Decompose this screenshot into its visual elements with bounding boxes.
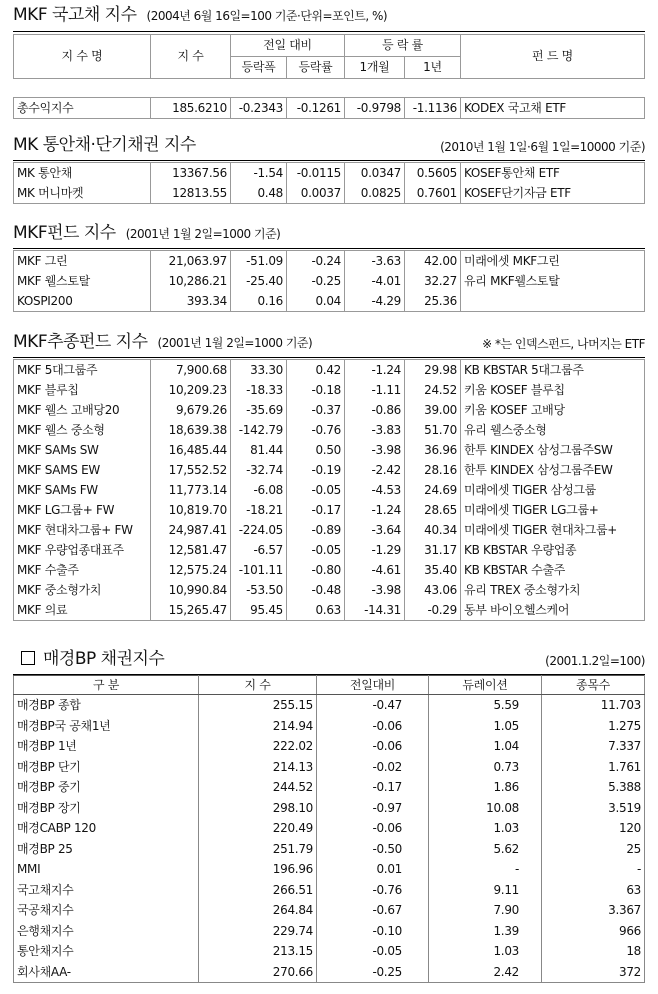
row-fund: 유리 TREX 중소형가치 [461,580,645,600]
row-change-rate: -0.05 [287,480,345,500]
row-index: 185.6210 [151,98,231,119]
row-duration: 1.04 [429,736,542,757]
row-prev-day: -0.67 [317,900,429,921]
row-fund: 동부 바이오헬스케어 [461,600,645,621]
row-1m: 0.0347 [345,163,405,184]
note-text: ※ *는 인덱스펀드, 나머지는 ETF [482,337,645,351]
subtitle-text: (2001년 1월 2일=1000 기준) [125,227,281,241]
header-change-rate: 등락률 [287,57,345,79]
row-change: -224.05 [231,520,287,540]
row-1m: -4.01 [345,271,405,291]
table-row [14,560,645,580]
table-row [14,163,645,184]
table-row [14,757,645,778]
row-change-rate: -0.05 [287,540,345,560]
row-index: 11,773.14 [151,480,231,500]
section-bp [13,648,645,979]
table-row [14,600,645,621]
table-row [14,440,645,460]
row-category: 매경CABP 120 [14,818,199,839]
row-index: 214.13 [199,757,317,778]
row-index: 229.74 [199,921,317,942]
title-rule [13,160,645,161]
row-1m: -14.31 [345,600,405,621]
row-name: MKF 블루칩 [14,380,151,400]
table-row [14,420,645,440]
table-row [14,900,645,921]
chujong-table [13,359,645,621]
row-name: MKF 웰스토탈 [14,271,151,291]
row-fund: KB KBSTAR 우량업종 [461,540,645,560]
table-row [14,716,645,737]
row-index: 15,265.47 [151,600,231,621]
row-duration: 1.03 [429,818,542,839]
row-prev-day: -0.10 [317,921,429,942]
row-count: 5.388 [542,777,645,798]
row-index: 24,987.41 [151,520,231,540]
row-prev-day: -0.06 [317,716,429,737]
row-change: -6.08 [231,480,287,500]
row-1y: -0.29 [405,600,461,621]
row-index: 196.96 [199,859,317,880]
title-text: MKF 국고채 지수 [13,5,137,25]
row-index: 16,485.44 [151,440,231,460]
row-change: -53.50 [231,580,287,600]
row-1m: -3.64 [345,520,405,540]
row-fund: KOSEF단기자금 ETF [461,183,645,204]
title-text: 매경BP 채권지수 [43,649,165,669]
row-category: 회사채AA- [14,962,199,983]
row-1y: 43.06 [405,580,461,600]
row-category: 국공채지수 [14,900,199,921]
row-name: MKF 의료 [14,600,151,621]
row-category: MMI [14,859,199,880]
row-1y: 51.70 [405,420,461,440]
section-title [13,331,645,354]
row-change-rate: -0.76 [287,420,345,440]
row-fund [461,291,645,312]
table-row [14,880,645,901]
table-row [14,400,645,420]
table-row [14,291,645,312]
row-1m: -3.63 [345,251,405,272]
row-prev-day: -0.06 [317,818,429,839]
row-1y: 40.34 [405,520,461,540]
header-change: 등락폭 [231,57,287,79]
row-index: 270.66 [199,962,317,983]
section-title [13,222,645,245]
row-index: 298.10 [199,798,317,819]
note-text: (2010년 1월 1일·6월 1일=10000 기준) [440,140,645,154]
subtitle-text: (2004년 6월 16일=100 기준·단위=포인트, %) [146,9,388,23]
row-name: MKF 수출주 [14,560,151,580]
row-change: -35.69 [231,400,287,420]
section-tongan [13,134,645,200]
row-count: 11.703 [542,695,645,716]
row-1m: -1.11 [345,380,405,400]
table-row [14,921,645,942]
row-duration: 9.11 [429,880,542,901]
row-index: 255.15 [199,695,317,716]
kukgochae-table [13,34,645,79]
row-1y: 31.17 [405,540,461,560]
row-index: 12813.55 [151,183,231,204]
row-fund: 한투 KINDEX 삼성그룹주EW [461,460,645,480]
header-duration: 듀레이션 [429,676,542,695]
row-1m: -4.53 [345,480,405,500]
table-row [14,251,645,272]
bp-table [13,675,645,983]
row-index: 9,679.26 [151,400,231,420]
table-row [14,798,645,819]
table-row [14,839,645,860]
row-name: MKF 웰스 고배당20 [14,400,151,420]
table-row [14,695,645,716]
table-row [14,460,645,480]
row-duration: 5.59 [429,695,542,716]
row-1y: 24.69 [405,480,461,500]
header-prev-day: 전일 대비 [231,35,345,57]
table-row [14,777,645,798]
row-name: MKF SAMs SW [14,440,151,460]
row-change-rate: -0.25 [287,271,345,291]
row-name: MKF 웰스 중소형 [14,420,151,440]
row-count: 372 [542,962,645,983]
row-1m: -3.98 [345,580,405,600]
row-duration: - [429,859,542,880]
row-change-rate: -0.89 [287,520,345,540]
row-name: MKF SAMS EW [14,460,151,480]
row-fund: 미래에셋 TIGER LG그룹+ [461,500,645,520]
header-name: 지 수 명 [14,35,151,79]
section-fund [13,222,645,308]
row-duration: 1.86 [429,777,542,798]
row-index: 220.49 [199,818,317,839]
row-1m: -0.86 [345,400,405,420]
table-row [14,818,645,839]
row-index: 10,286.21 [151,271,231,291]
row-change: -51.09 [231,251,287,272]
row-1y: 28.16 [405,460,461,480]
row-count: 3.519 [542,798,645,819]
header-index: 지 수 [199,676,317,695]
row-name: MKF 중소형가치 [14,580,151,600]
table-row [14,520,645,540]
row-count: 3.367 [542,900,645,921]
table-row [14,500,645,520]
row-fund: KB KBSTAR 5대그룹주 [461,360,645,381]
row-1m: 0.0825 [345,183,405,204]
header-row [14,35,645,57]
row-category: 매경BP 1년 [14,736,199,757]
kukgochae-data-table [13,97,645,119]
row-count: 18 [542,941,645,962]
row-prev-day: -0.50 [317,839,429,860]
row-index: 222.02 [199,736,317,757]
row-name: KOSPI200 [14,291,151,312]
row-category: 은행채지수 [14,921,199,942]
header-fund: 펀 드 명 [461,35,645,79]
title-text: MKF펀드 지수 [13,223,116,243]
row-name: MK 통안채 [14,163,151,184]
row-change: -1.54 [231,163,287,184]
row-change: -25.40 [231,271,287,291]
row-category: 매경BP국 공채1년 [14,716,199,737]
table-row [14,98,645,119]
row-1m: -4.61 [345,560,405,580]
row-1y: 25.36 [405,291,461,312]
table-row [14,962,645,983]
table-row [14,540,645,560]
row-count: 25 [542,839,645,860]
table-row [14,183,645,204]
row-change-rate: -0.37 [287,400,345,420]
header-count: 종목수 [542,676,645,695]
row-change-rate: 0.50 [287,440,345,460]
row-index: 214.94 [199,716,317,737]
table-row [14,941,645,962]
row-prev-day: -0.97 [317,798,429,819]
row-prev-day: -0.76 [317,880,429,901]
row-1y: 0.7601 [405,183,461,204]
row-change: -32.74 [231,460,287,480]
row-change: -18.21 [231,500,287,520]
header-category: 구 분 [14,676,199,695]
checkbox-square-icon [21,651,35,665]
row-1m: -1.24 [345,360,405,381]
row-change-rate: -0.1261 [287,98,345,119]
row-category: 국고채지수 [14,880,199,901]
row-count: 63 [542,880,645,901]
row-index: 12,581.47 [151,540,231,560]
row-1m: -4.29 [345,291,405,312]
row-change-rate: 0.42 [287,360,345,381]
row-change: 33.30 [231,360,287,381]
row-index: 12,575.24 [151,560,231,580]
row-change-rate: 0.63 [287,600,345,621]
row-change: -18.33 [231,380,287,400]
row-1y: -1.1136 [405,98,461,119]
section-title [13,648,645,670]
row-index: 244.52 [199,777,317,798]
row-1y: 28.65 [405,500,461,520]
row-index: 10,209.23 [151,380,231,400]
row-category: 매경BP 단기 [14,757,199,778]
row-1y: 39.00 [405,400,461,420]
row-prev-day: -0.25 [317,962,429,983]
row-index: 213.15 [199,941,317,962]
row-duration: 0.73 [429,757,542,778]
row-change-rate: -0.17 [287,500,345,520]
row-prev-day: -0.06 [317,736,429,757]
row-duration: 1.05 [429,716,542,737]
row-name: 총수익지수 [14,98,151,119]
row-fund: 유리 웰스중소형 [461,420,645,440]
row-change: -142.79 [231,420,287,440]
table-row [14,736,645,757]
row-fund: 유리 MKF웰스토탈 [461,271,645,291]
row-change-rate: -0.19 [287,460,345,480]
header-1y: 1년 [405,57,461,79]
row-index: 18,639.38 [151,420,231,440]
row-change-rate: -0.48 [287,580,345,600]
section-chujong [13,331,645,617]
row-fund: 키움 KOSEF 블루칩 [461,380,645,400]
row-category: 매경BP 종합 [14,695,199,716]
section-kukgochae [13,4,645,115]
row-fund: 미래에셋 MKF그린 [461,251,645,272]
row-count: 966 [542,921,645,942]
row-1y: 36.96 [405,440,461,460]
row-name: MKF LG그룹+ FW [14,500,151,520]
row-fund: KODEX 국고채 ETF [461,98,645,119]
row-change-rate: 0.04 [287,291,345,312]
table-row [14,480,645,500]
row-1m: -3.98 [345,440,405,460]
row-category: 매경BP 25 [14,839,199,860]
row-fund: KOSEF통안채 ETF [461,163,645,184]
title-rule [13,357,645,358]
row-count: 7.337 [542,736,645,757]
row-change: -0.2343 [231,98,287,119]
row-duration: 7.90 [429,900,542,921]
row-prev-day: -0.17 [317,777,429,798]
subtitle-text: (2001년 1월 2일=1000 기준) [157,336,313,350]
header-index: 지 수 [151,35,231,79]
row-1y: 29.98 [405,360,461,381]
row-change: 95.45 [231,600,287,621]
header-prev-day: 전일대비 [317,676,429,695]
row-prev-day: 0.01 [317,859,429,880]
row-category: 통안채지수 [14,941,199,962]
row-1m: -3.83 [345,420,405,440]
row-change-rate: -0.80 [287,560,345,580]
row-duration: 10.08 [429,798,542,819]
row-count: 1.761 [542,757,645,778]
row-1y: 32.27 [405,271,461,291]
fund-table [13,250,645,312]
row-change: 81.44 [231,440,287,460]
table-row [14,360,645,381]
note-text: (2001.1.2일=100) [545,654,645,668]
row-prev-day: -0.05 [317,941,429,962]
row-index: 393.34 [151,291,231,312]
header-rate: 등 락 률 [345,35,461,57]
row-change-rate: 0.0037 [287,183,345,204]
row-change: 0.16 [231,291,287,312]
row-1m: -1.29 [345,540,405,560]
row-name: MKF 그린 [14,251,151,272]
row-change-rate: -0.18 [287,380,345,400]
row-fund: 미래에셋 TIGER 현대차그룹+ [461,520,645,540]
row-name: MKF 현대차그룹+ FW [14,520,151,540]
row-count: 1.275 [542,716,645,737]
row-index: 251.79 [199,839,317,860]
row-1m: -0.9798 [345,98,405,119]
title-rule [13,248,645,249]
row-fund: 키움 KOSEF 고배당 [461,400,645,420]
row-count: 120 [542,818,645,839]
row-count: - [542,859,645,880]
row-change: -6.57 [231,540,287,560]
row-change-rate: -0.0115 [287,163,345,184]
row-duration: 5.62 [429,839,542,860]
tongan-table [13,162,645,204]
row-fund: 미래에셋 TIGER 삼성그룹 [461,480,645,500]
row-index: 266.51 [199,880,317,901]
row-change: 0.48 [231,183,287,204]
row-name: MKF SAMs FW [14,480,151,500]
row-fund: KB KBSTAR 수출주 [461,560,645,580]
row-category: 매경BP 중기 [14,777,199,798]
row-1y: 35.40 [405,560,461,580]
row-index: 10,990.84 [151,580,231,600]
row-change: -101.11 [231,560,287,580]
row-index: 17,552.52 [151,460,231,480]
header-row [14,676,645,695]
row-index: 7,900.68 [151,360,231,381]
row-name: MKF 5대그룹주 [14,360,151,381]
row-index: 264.84 [199,900,317,921]
row-1y: 0.5605 [405,163,461,184]
table-row [14,859,645,880]
header-1m: 1개월 [345,57,405,79]
row-1y: 24.52 [405,380,461,400]
title-rule [13,31,645,32]
row-prev-day: -0.47 [317,695,429,716]
section-title [13,4,645,27]
title-text: MK 통안채·단기채권 지수 [13,135,196,155]
row-index: 13367.56 [151,163,231,184]
row-duration: 1.03 [429,941,542,962]
row-change-rate: -0.24 [287,251,345,272]
row-category: 매경BP 장기 [14,798,199,819]
table-row [14,380,645,400]
row-1y: 42.00 [405,251,461,272]
row-index: 21,063.97 [151,251,231,272]
section-title [13,134,645,156]
row-index: 10,819.70 [151,500,231,520]
row-duration: 1.39 [429,921,542,942]
row-name: MKF 우량업종대표주 [14,540,151,560]
row-1m: -1.24 [345,500,405,520]
row-prev-day: -0.02 [317,757,429,778]
title-text: MKF추종펀드 지수 [13,332,148,352]
row-duration: 2.42 [429,962,542,983]
table-row [14,271,645,291]
row-fund: 한투 KINDEX 삼성그룹주SW [461,440,645,460]
row-name: MK 머니마켓 [14,183,151,204]
row-1m: -2.42 [345,460,405,480]
table-row [14,580,645,600]
